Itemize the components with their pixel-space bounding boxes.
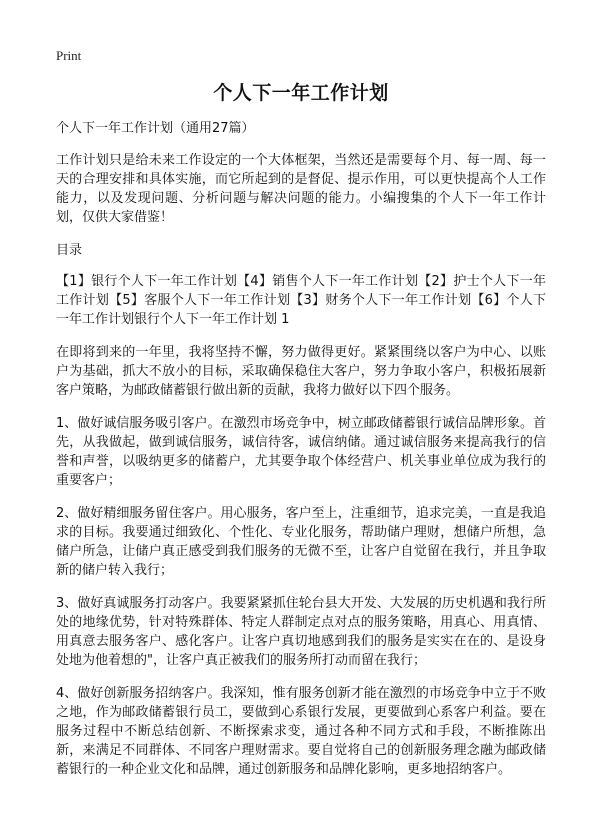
document-body	[56, 78, 546, 793]
body-paragraph: 1、做好诚信服务吸引客户。在激烈市场竞争中，树立邮政储蓄银行诚信品牌形象。首先，从我做起，做到诚信服务，诚信待客，诚信纳储。通过诚信服务来提高我行的信誉和声誉，以吸纳更多的储蓄户，尤其要争取个体经营户、机关事业单位成为我行的重要客户；	[56, 416, 546, 488]
body-paragraph: 2、做好精细服务留住客户。用心服务，客户至上，注重细节，追求完美，一直是我追求的目标。我要通过细致化、个性化、专业化服务，帮助储户理财，想储户所想，急储户所急，让储户真正感受到我们服务的无微不至，让客户自觉留在我行，并且争取新的储户转入我行；	[56, 506, 546, 578]
body-paragraph: 3、做好真诚服务打动客户。我要紧紧抓住轮台县大开发、大发展的历史机遇和我行所处的地缘优势，针对特殊群体、特定人群制定点对点的服务策略，用真心、用真情、用真意去服务客户、感化客户。让客户真切地感到我们的服务是实实在在的、是设身处地为他着想的"，让客户真正被我们的服务所打动而留在我行；	[56, 596, 546, 668]
intro-paragraph: 工作计划只是给未来工作设定的一个大体框架，当然还是需要每个月、每一周、每一天的合理安排和具体实施，而它所起到的是督促、提示作用，可以更快提高个人工作能力，以及发现问题、分析问题与解决问题的能力。小编搜集的个人下一年工作计划，仅供大家借鉴！	[56, 153, 546, 225]
print-link[interactable]: Print	[56, 48, 82, 63]
toc-list: 【1】银行个人下一年工作计划【4】销售个人下一年工作计划【2】护士个人下一年工作计划【5】客服个人下一年工作计划【3】财务个人下一年工作计划【6】个人下一年工作计划银行个人下一年工作计划 1	[56, 274, 546, 327]
toc-heading: 目录	[56, 243, 83, 258]
body-paragraph: 在即将到来的一年里，我将坚持不懈，努力做得更好。紧紧围绕以客户为中心、以账户为基础，抓大不放小的目标，采取确保稳住大客户，努力争取小客户，积极拓展新客户策略，为邮政储蓄银行做出新的贡献，我将力做好以下四个服务。	[56, 345, 546, 398]
document-title: 个人下一年工作计划	[213, 82, 389, 104]
document-subtitle: 个人下一年工作计划（通用27篇）	[56, 121, 255, 136]
body-paragraph: 4、做好创新服务招纳客户。我深知，惟有服务创新才能在激烈的市场竞争中立于不败之地，作为邮政储蓄银行员工，要做到心系银行发展，更要做到心系客户利益。要在服务过程中不断总结创新、不断探索求变，通过各种不同方式和手段，不断推陈出新，来满足不同群体、不同客户理财需求。要自觉将自己的创新服务理念融为邮政储蓄银行的一种企业文化和品牌，通过创新服务和品牌化影响，更多地招纳客户。	[56, 686, 546, 777]
